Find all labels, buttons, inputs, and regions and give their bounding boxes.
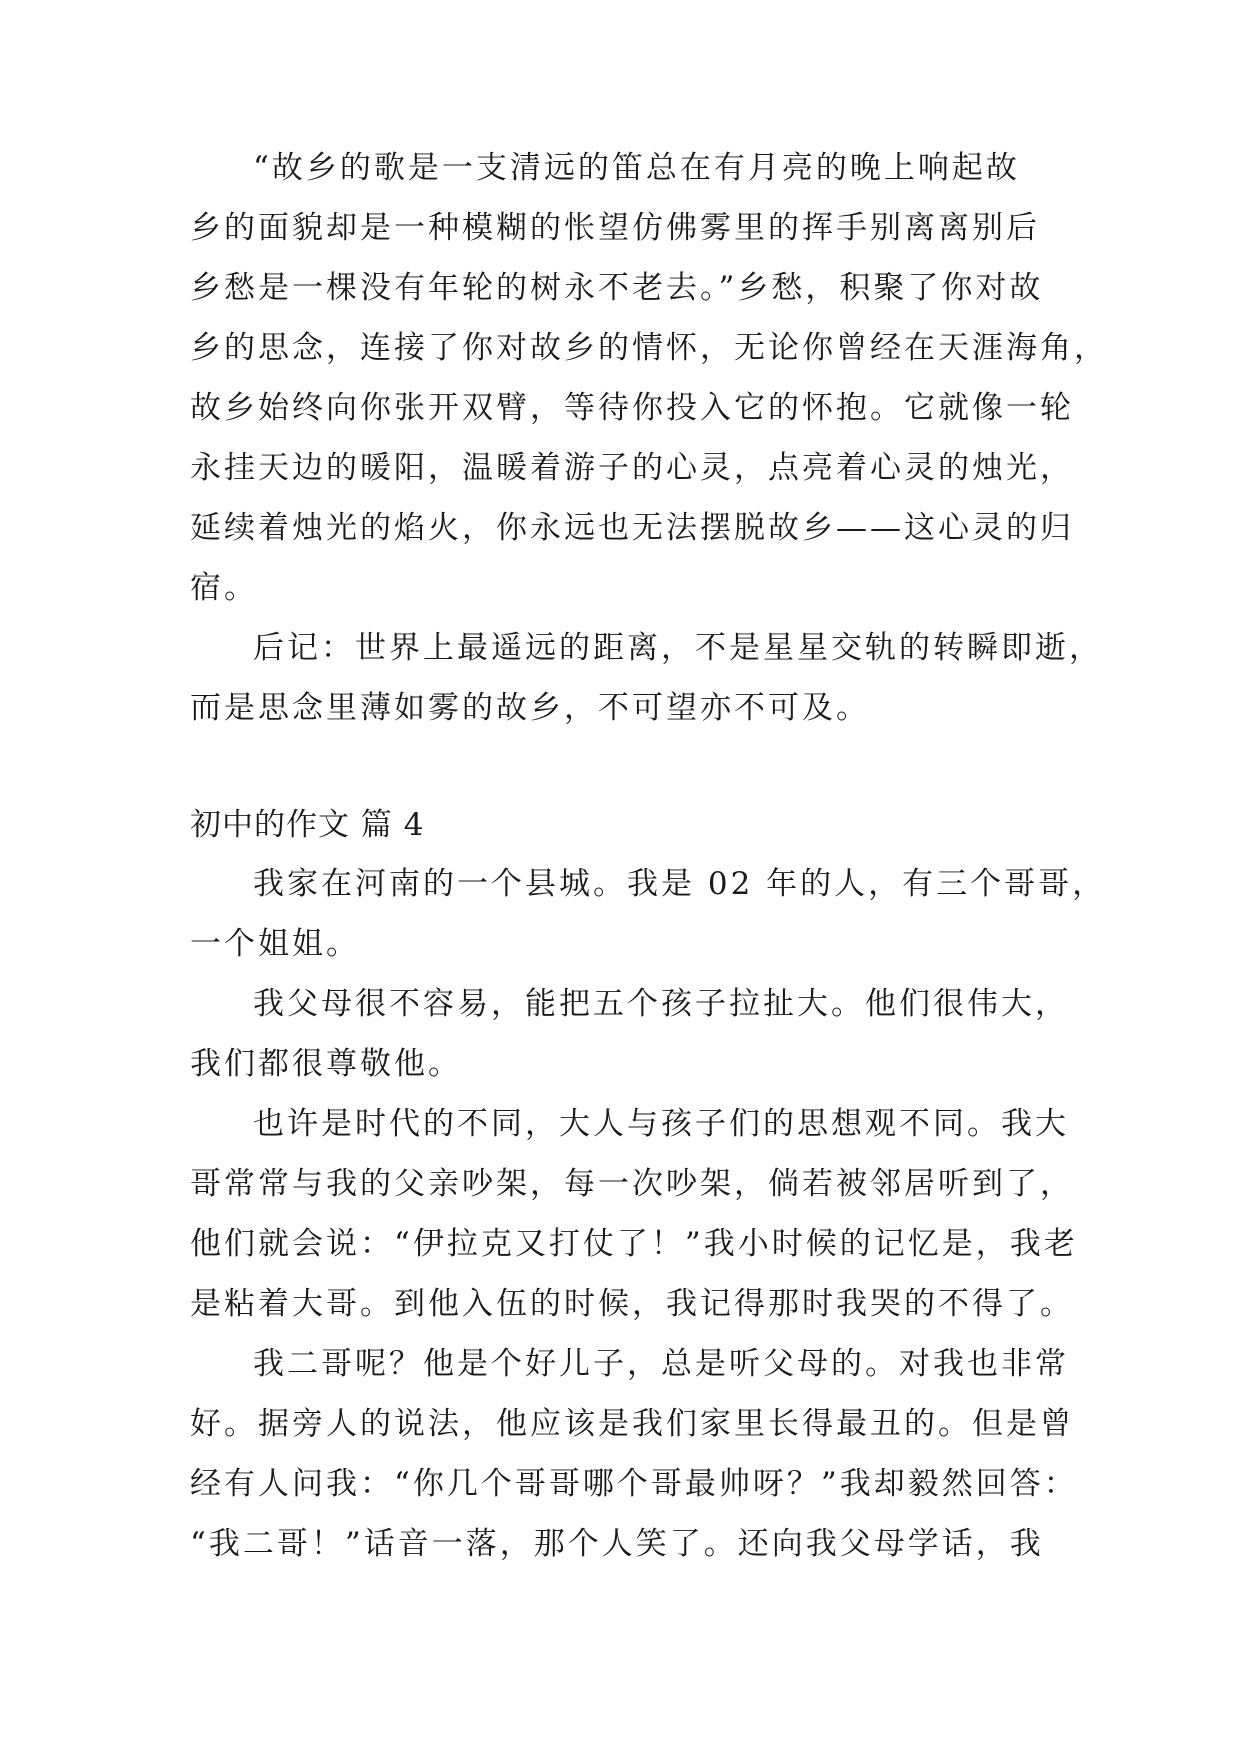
paragraph-line: 延续着烛光的焰火，你永远也无法摆脱故乡——这心灵的归 — [190, 510, 1074, 546]
paragraph-line: 乡的思念，连接了你对故乡的情怀，无论你曾经在天涯海角， — [190, 330, 1108, 366]
paragraph-line: 后记：世界上最遥远的距离，不是星星交轨的转瞬即逝， — [253, 630, 1103, 666]
paragraph-line: 我父母很不容易，能把五个孩子拉扯大。他们很伟大， — [253, 986, 1069, 1022]
section-heading: 初中的作文 篇 4 — [190, 807, 425, 843]
paragraph-line: 是粘着大哥。到他入伍的时候，我记得那时我哭的不得了。 — [190, 1286, 1074, 1322]
paragraph-line: 宿。 — [190, 570, 258, 606]
paragraph-line: 一个姐姐。 — [190, 926, 360, 962]
paragraph-line: 而是思念里薄如雾的故乡，不可望亦不可及。 — [190, 690, 870, 726]
paragraph-line: 我家在河南的一个县城。我是 02 年的人，有三个哥哥， — [253, 866, 1107, 902]
paragraph-line: 我二哥呢？他是个好儿子，总是听父母的。对我也非常 — [253, 1346, 1069, 1382]
paragraph-line: 他们就会说：“伊拉克又打仗了！”我小时候的记忆是，我老 — [190, 1226, 1078, 1262]
paragraph-line: 好。据旁人的说法，他应该是我们家里长得最丑的。但是曾 — [190, 1406, 1074, 1442]
paragraph-line: 故乡始终向你张开双臂，等待你投入它的怀抱。它就像一轮 — [190, 390, 1074, 426]
paragraph-line: “我二哥！”话音一落，那个人笑了。还向我父母学话，我 — [190, 1526, 1044, 1562]
paragraph-line: 我们都很尊敬他。 — [190, 1046, 462, 1082]
paragraph-line: “故乡的歌是一支清远的笛总在有月亮的晚上响起故 — [253, 150, 1020, 186]
paragraph-line: 也许是时代的不同，大人与孩子们的思想观不同。我大 — [253, 1106, 1069, 1142]
paragraph-line: 永挂天边的暖阳，温暖着游子的心灵，点亮着心灵的烛光， — [190, 450, 1074, 486]
paragraph-line: 乡愁是一棵没有年轮的树永不老去。”乡愁，积聚了你对故 — [190, 270, 1044, 306]
paragraph-line: 哥常常与我的父亲吵架，每一次吵架，倘若被邻居听到了， — [190, 1166, 1074, 1202]
paragraph-line: 经有人问我：“你几个哥哥哪个哥最帅呀？”我却毅然回答： — [190, 1466, 1078, 1502]
paragraph-line: 乡的面貌却是一种模糊的怅望仿佛雾里的挥手别离离别后 — [190, 210, 1040, 246]
